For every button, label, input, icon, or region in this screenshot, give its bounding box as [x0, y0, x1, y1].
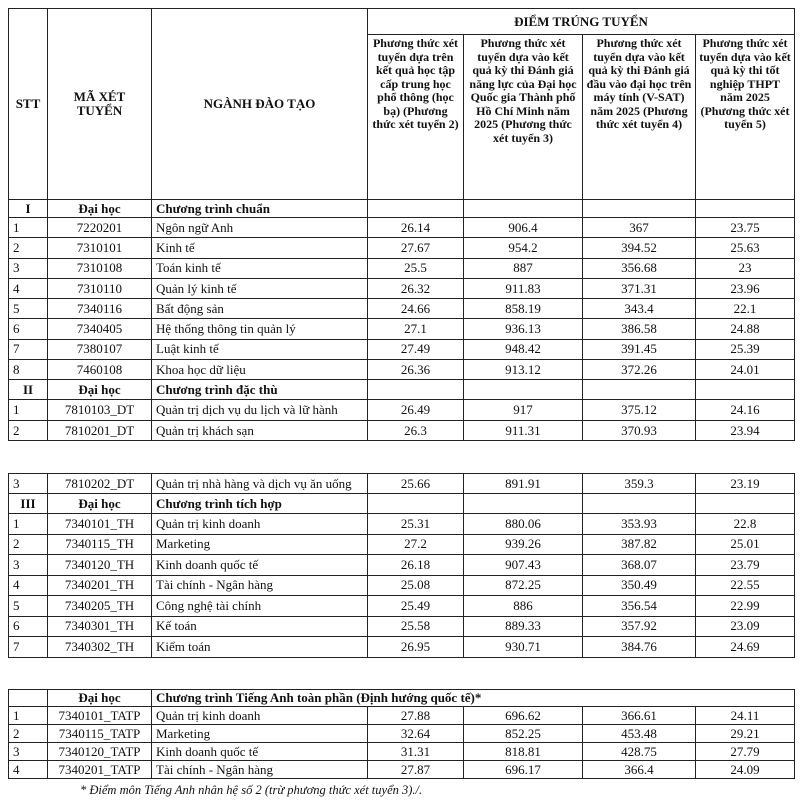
section-empty-cell [368, 380, 464, 400]
row-code: 7310108 [48, 258, 152, 278]
row-score-pt3: 911.31 [464, 420, 583, 441]
row-stt: 1 [9, 707, 48, 725]
row-score-pt2: 25.08 [368, 575, 464, 596]
table-row [9, 474, 795, 494]
row-score-pt4: 356.68 [583, 258, 696, 278]
row-code: 7340120_TATP [48, 743, 152, 761]
row-code: 7810202_DT [48, 474, 152, 494]
row-stt: 3 [9, 474, 48, 494]
row-score-pt5: 22.55 [696, 575, 795, 596]
row-score-pt5: 23.79 [696, 555, 795, 576]
section-name: Chương trình đặc thù [152, 380, 368, 400]
row-score-pt2: 26.18 [368, 555, 464, 576]
row-major: Kiểm toán [152, 637, 368, 658]
row-code: 7340101_TATP [48, 707, 152, 725]
row-score-pt3: 858.19 [464, 299, 583, 319]
row-score-pt2: 26.36 [368, 360, 464, 380]
row-score-pt3: 886 [464, 596, 583, 617]
table-row [9, 534, 795, 555]
row-major: Ngôn ngữ Anh [152, 218, 368, 238]
row-stt: 2 [9, 534, 48, 555]
header-diem-trung-tuyen: ĐIỂM TRÚNG TUYỂN [368, 9, 795, 35]
header-pt4: Phương thức xét tuyển dựa vào kết quả kỳ thi Đánh giá đầu vào đại học trên máy tính (V-SAT) năm 2025 (Phương thức xét tuyển 4) [583, 35, 696, 200]
row-code: 7340115_TATP [48, 725, 152, 743]
row-score-pt4: 453.48 [583, 725, 696, 743]
row-stt: 2 [9, 420, 48, 441]
row-stt: 8 [9, 360, 48, 380]
table-row [9, 761, 795, 779]
table-row [9, 743, 795, 761]
footnote: * Điểm môn Tiếng Anh nhân hệ số 2 (trừ phương thức xét tuyển 3)./. [80, 783, 423, 797]
table-row [9, 514, 795, 535]
row-score-pt4: 353.93 [583, 514, 696, 535]
row-major: Toán kinh tế [152, 258, 368, 278]
table-row [9, 555, 795, 576]
table-row [9, 278, 795, 298]
section-empty-cell [464, 380, 583, 400]
row-stt: 1 [9, 400, 48, 421]
row-major: Khoa học dữ liệu [152, 360, 368, 380]
row-stt: 3 [9, 743, 48, 761]
row-major: Tài chính - Ngân hàng [152, 575, 368, 596]
header-ma-xet-tuyen: MÃ XÉT TUYỂN [48, 9, 152, 200]
row-score-pt2: 26.95 [368, 637, 464, 658]
row-major: Kinh doanh quốc tế [152, 743, 368, 761]
table-row [9, 725, 795, 743]
row-major: Công nghệ tài chính [152, 596, 368, 617]
row-score-pt3: 913.12 [464, 360, 583, 380]
row-code: 7340201_TATP [48, 761, 152, 779]
row-score-pt4: 350.49 [583, 575, 696, 596]
row-score-pt2: 25.31 [368, 514, 464, 535]
row-score-pt2: 26.32 [368, 278, 464, 298]
row-score-pt3: 696.17 [464, 761, 583, 779]
row-major: Quản trị dịch vụ du lịch và lữ hành [152, 400, 368, 421]
row-stt: 4 [9, 575, 48, 596]
row-score-pt4: 386.58 [583, 319, 696, 339]
section-number [9, 690, 48, 707]
row-stt: 2 [9, 725, 48, 743]
row-score-pt2: 31.31 [368, 743, 464, 761]
row-score-pt5: 22.1 [696, 299, 795, 319]
section-empty-cell [368, 494, 464, 514]
row-score-pt4: 371.31 [583, 278, 696, 298]
row-score-pt5: 23.75 [696, 218, 795, 238]
row-score-pt4: 367 [583, 218, 696, 238]
row-major: Hệ thống thông tin quản lý [152, 319, 368, 339]
table-row [9, 339, 795, 359]
row-code: 7340302_TH [48, 637, 152, 658]
row-score-pt5: 24.09 [696, 761, 795, 779]
section-empty-cell [696, 380, 795, 400]
row-score-pt5: 22.8 [696, 514, 795, 535]
row-score-pt3: 954.2 [464, 238, 583, 258]
row-score-pt5: 23 [696, 258, 795, 278]
table-row [9, 575, 795, 596]
row-score-pt4: 372.26 [583, 360, 696, 380]
section-row [9, 690, 795, 707]
row-code: 7460108 [48, 360, 152, 380]
table-row [9, 319, 795, 339]
section-empty-cell [583, 380, 696, 400]
row-score-pt3: 948.42 [464, 339, 583, 359]
header-pt3: Phương thức xét tuyển dựa vào kết quả kỳ thi Đánh giá năng lực của Đại học Quốc gia Thành phố Hồ Chí Minh năm 2025 (Phương thức xét tuyển 3) [464, 35, 583, 200]
row-score-pt5: 23.96 [696, 278, 795, 298]
section-empty-cell [696, 200, 795, 218]
row-score-pt5: 24.88 [696, 319, 795, 339]
row-score-pt2: 26.3 [368, 420, 464, 441]
section-row [9, 380, 795, 400]
row-code: 7310110 [48, 278, 152, 298]
section-number: I [9, 200, 48, 218]
integrated-program-table [8, 473, 795, 658]
row-score-pt2: 27.88 [368, 707, 464, 725]
row-score-pt4: 384.76 [583, 637, 696, 658]
section-empty-cell [368, 200, 464, 218]
row-code: 7340115_TH [48, 534, 152, 555]
table-row [9, 360, 795, 380]
row-score-pt2: 27.67 [368, 238, 464, 258]
row-score-pt2: 25.5 [368, 258, 464, 278]
row-major: Tài chính - Ngân hàng [152, 761, 368, 779]
row-stt: 5 [9, 596, 48, 617]
row-score-pt3: 891.91 [464, 474, 583, 494]
row-score-pt5: 23.19 [696, 474, 795, 494]
section-name: Chương trình tích hợp [152, 494, 368, 514]
row-score-pt4: 391.45 [583, 339, 696, 359]
row-score-pt5: 25.63 [696, 238, 795, 258]
table-row [9, 400, 795, 421]
row-score-pt4: 428.75 [583, 743, 696, 761]
row-score-pt2: 27.2 [368, 534, 464, 555]
row-score-pt3: 911.83 [464, 278, 583, 298]
table-row [9, 238, 795, 258]
row-major: Quản trị nhà hàng và dịch vụ ăn uống [152, 474, 368, 494]
row-major: Quản lý kinh tế [152, 278, 368, 298]
section-level: Đại học [48, 690, 152, 707]
row-score-pt2: 25.66 [368, 474, 464, 494]
section-number: II [9, 380, 48, 400]
row-code: 7340405 [48, 319, 152, 339]
section-name: Chương trình Tiếng Anh toàn phần (Định hướng quốc tế)* [152, 690, 795, 707]
row-score-pt5: 24.01 [696, 360, 795, 380]
header-nganh-dao-tao: NGÀNH ĐÀO TẠO [152, 9, 368, 200]
section-level: Đại học [48, 200, 152, 218]
row-score-pt2: 26.49 [368, 400, 464, 421]
table-row [9, 218, 795, 238]
row-score-pt4: 343.4 [583, 299, 696, 319]
row-code: 7810103_DT [48, 400, 152, 421]
row-score-pt4: 387.82 [583, 534, 696, 555]
row-score-pt2: 24.66 [368, 299, 464, 319]
row-code: 7340101_TH [48, 514, 152, 535]
row-stt: 4 [9, 761, 48, 779]
row-stt: 4 [9, 278, 48, 298]
row-score-pt3: 906.4 [464, 218, 583, 238]
row-code: 7220201 [48, 218, 152, 238]
row-score-pt4: 357.92 [583, 616, 696, 637]
section-row [9, 200, 795, 218]
section-empty-cell [583, 200, 696, 218]
row-stt: 6 [9, 616, 48, 637]
row-score-pt3: 696.62 [464, 707, 583, 725]
section-empty-cell [464, 200, 583, 218]
row-score-pt4: 366.61 [583, 707, 696, 725]
row-score-pt5: 24.69 [696, 637, 795, 658]
row-score-pt5: 24.16 [696, 400, 795, 421]
table-row [9, 616, 795, 637]
integrated-table-body [9, 474, 795, 658]
row-stt: 1 [9, 218, 48, 238]
row-score-pt3: 930.71 [464, 637, 583, 658]
row-score-pt3: 939.26 [464, 534, 583, 555]
row-score-pt4: 366.4 [583, 761, 696, 779]
main-table-body [9, 200, 795, 441]
row-score-pt4: 375.12 [583, 400, 696, 421]
row-code: 7340116 [48, 299, 152, 319]
row-score-pt2: 25.58 [368, 616, 464, 637]
row-major: Luật kinh tế [152, 339, 368, 359]
section-level: Đại học [48, 380, 152, 400]
row-score-pt5: 23.09 [696, 616, 795, 637]
row-major: Marketing [152, 725, 368, 743]
row-stt: 3 [9, 555, 48, 576]
row-score-pt5: 24.11 [696, 707, 795, 725]
row-score-pt2: 27.87 [368, 761, 464, 779]
row-code: 7340301_TH [48, 616, 152, 637]
row-score-pt3: 889.33 [464, 616, 583, 637]
row-major: Kinh tế [152, 238, 368, 258]
header-pt5: Phương thức xét tuyển dựa vào kết quả kỳ thi tốt nghiệp THPT năm 2025 (Phương thức xét tuyển 5) [696, 35, 795, 200]
row-score-pt3: 818.81 [464, 743, 583, 761]
row-score-pt2: 27.49 [368, 339, 464, 359]
row-score-pt4: 359.3 [583, 474, 696, 494]
row-score-pt5: 27.79 [696, 743, 795, 761]
row-score-pt5: 25.01 [696, 534, 795, 555]
row-major: Kế toán [152, 616, 368, 637]
row-score-pt2: 25.49 [368, 596, 464, 617]
row-score-pt5: 23.94 [696, 420, 795, 441]
row-stt: 5 [9, 299, 48, 319]
row-score-pt5: 22.99 [696, 596, 795, 617]
row-major: Quản trị kinh doanh [152, 707, 368, 725]
row-score-pt3: 887 [464, 258, 583, 278]
row-score-pt3: 917 [464, 400, 583, 421]
row-code: 7340120_TH [48, 555, 152, 576]
section-level: Đại học [48, 494, 152, 514]
row-major: Quản trị kinh doanh [152, 514, 368, 535]
row-major: Bất động sản [152, 299, 368, 319]
section-empty-cell [464, 494, 583, 514]
row-score-pt4: 394.52 [583, 238, 696, 258]
english-table-body [9, 690, 795, 779]
header-stt: STT [9, 9, 48, 200]
table-row [9, 258, 795, 278]
header-pt2: Phương thức xét tuyển dựa trên kết quả học tập cấp trung học phổ thông (học bạ) (Phương thức xét tuyển 2) [368, 35, 464, 200]
row-score-pt4: 370.93 [583, 420, 696, 441]
table-row [9, 299, 795, 319]
row-code: 7310101 [48, 238, 152, 258]
section-empty-cell [696, 494, 795, 514]
table-row [9, 637, 795, 658]
row-stt: 2 [9, 238, 48, 258]
row-major: Quản trị khách sạn [152, 420, 368, 441]
row-score-pt2: 32.64 [368, 725, 464, 743]
row-major: Kinh doanh quốc tế [152, 555, 368, 576]
row-score-pt4: 356.54 [583, 596, 696, 617]
table-row [9, 420, 795, 441]
row-score-pt2: 27.1 [368, 319, 464, 339]
row-code: 7380107 [48, 339, 152, 359]
english-program-table [8, 689, 795, 779]
section-empty-cell [583, 494, 696, 514]
row-score-pt4: 368.07 [583, 555, 696, 576]
row-stt: 7 [9, 637, 48, 658]
row-stt: 7 [9, 339, 48, 359]
row-score-pt3: 880.06 [464, 514, 583, 535]
row-score-pt3: 872.25 [464, 575, 583, 596]
row-score-pt5: 29.21 [696, 725, 795, 743]
admission-score-table [8, 8, 795, 441]
table-row [9, 596, 795, 617]
row-score-pt5: 25.39 [696, 339, 795, 359]
table-row [9, 707, 795, 725]
row-score-pt3: 936.13 [464, 319, 583, 339]
row-code: 7340201_TH [48, 575, 152, 596]
row-stt: 3 [9, 258, 48, 278]
row-code: 7810201_DT [48, 420, 152, 441]
section-name: Chương trình chuẩn [152, 200, 368, 218]
row-stt: 1 [9, 514, 48, 535]
row-major: Marketing [152, 534, 368, 555]
row-score-pt3: 852.25 [464, 725, 583, 743]
row-stt: 6 [9, 319, 48, 339]
row-score-pt3: 907.43 [464, 555, 583, 576]
section-row [9, 494, 795, 514]
row-code: 7340205_TH [48, 596, 152, 617]
section-number: III [9, 494, 48, 514]
row-score-pt2: 26.14 [368, 218, 464, 238]
